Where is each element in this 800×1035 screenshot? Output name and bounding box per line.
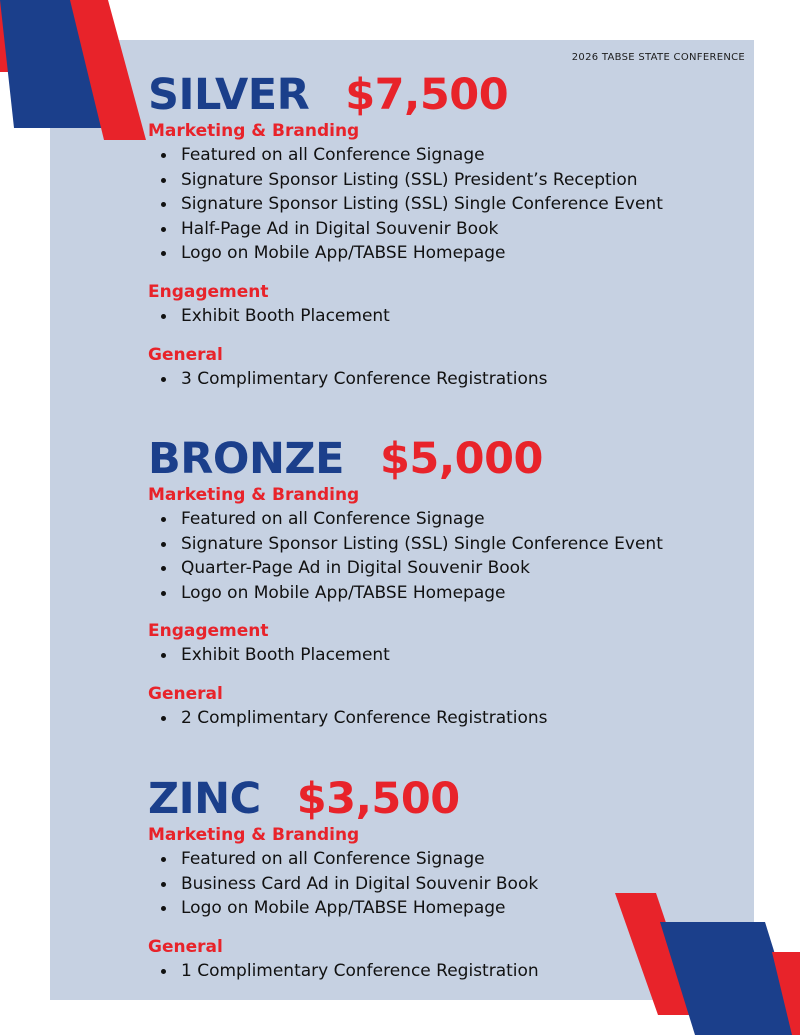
list-item: Signature Sponsor Listing (SSL) President’s Reception [148,168,663,193]
section-marketing-branding [148,120,663,266]
section-marketing-branding [148,484,663,605]
list-item: Featured on all Conference Signage [148,507,663,532]
tier-name: BRONZE [148,434,344,484]
list-item: Featured on all Conference Signage [148,143,663,168]
list-item: Featured on all Conference Signage [148,847,539,872]
section-title: Marketing & Branding [148,485,360,505]
list-item: Logo on Mobile App/TABSE Homepage [148,581,663,606]
tier-zinc [148,774,539,983]
tier-name: ZINC [148,774,261,824]
tier-price: $5,000 [379,434,543,484]
list-item: Half-Page Ad in Digital Souvenir Book [148,217,663,242]
list-item: Logo on Mobile App/TABSE Homepage [148,896,539,921]
section-title: General [148,936,223,957]
list-item: 3 Complimentary Conference Registrations [148,367,663,392]
list-item: 2 Complimentary Conference Registrations [148,706,663,731]
benefit-list [148,959,539,984]
section-title: Marketing & Branding [148,121,360,141]
section-engagement [148,281,663,329]
list-item: Business Card Ad in Digital Souvenir Book [148,872,539,897]
bottom-right-red-stripe [772,952,800,1035]
tier-heading [148,70,663,120]
section-general [148,683,663,731]
section-title: Engagement [148,281,269,302]
list-item: Exhibit Booth Placement [148,304,663,329]
tier-name: SILVER [148,70,310,120]
benefit-list [148,643,663,668]
section-title: General [148,683,223,704]
tier-silver [148,70,663,391]
list-item: Signature Sponsor Listing (SSL) Single Conference Event [148,532,663,557]
tier-bronze [148,434,663,731]
benefit-list [148,143,663,266]
list-item: 1 Complimentary Conference Registration [148,959,539,984]
section-title: Marketing & Branding [148,825,360,845]
section-general [148,936,539,984]
list-item: Exhibit Booth Placement [148,643,663,668]
benefit-list [148,507,663,605]
tier-heading [148,774,539,824]
conference-label: 2026 TABSE STATE CONFERENCE [571,52,745,63]
benefit-list [148,367,663,392]
list-item: Signature Sponsor Listing (SSL) Single Conference Event [148,192,663,217]
list-item: Logo on Mobile App/TABSE Homepage [148,241,663,266]
section-general [148,344,663,392]
list-item: Quarter-Page Ad in Digital Souvenir Book [148,556,663,581]
section-engagement [148,620,663,668]
section-marketing-branding [148,824,539,921]
benefit-list [148,706,663,731]
tier-price: $7,500 [345,70,509,120]
section-title: General [148,344,223,365]
tier-heading [148,434,663,484]
top-left-red-stripe [0,0,28,72]
section-title: Engagement [148,621,269,642]
tier-price: $3,500 [296,774,460,824]
benefit-list [148,847,539,921]
benefit-list [148,304,663,329]
